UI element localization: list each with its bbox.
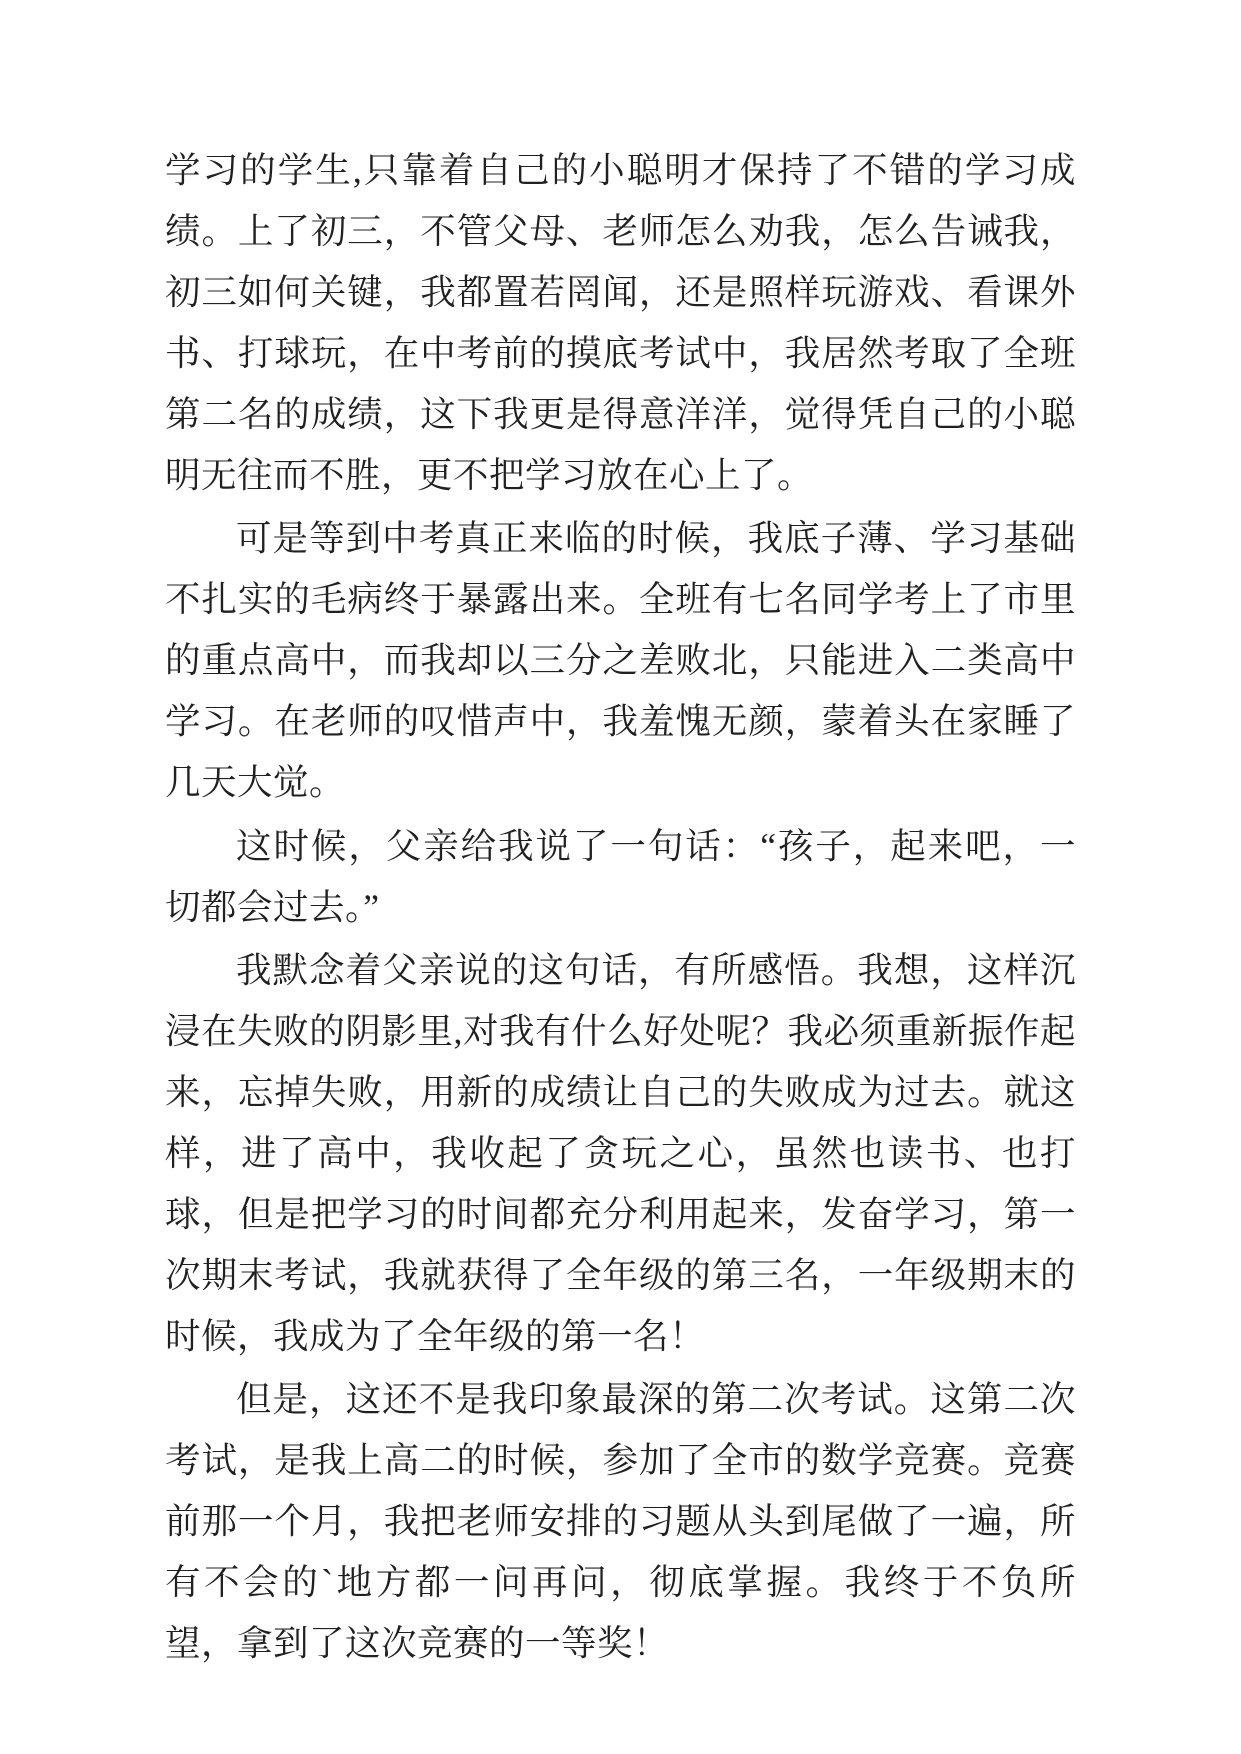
document-body	[165, 140, 1076, 1674]
paragraph: 可是等到中考真正来临的时候，我底子薄、学习基础不扎实的毛病终于暴露出来。全班有七名同学考上了市里的重点高中，而我却以三分之差败北，只能进入二类高中学习。在老师的叹惜声中，我羞愧无颜，蒙着头在家睡了几天大觉。	[165, 518, 1076, 803]
paragraph: 这时候，父亲给我说了一句话：“孩子，起来吧，一切都会过去。”	[165, 825, 1076, 927]
paragraph: 我默念着父亲说的这句话，有所感悟。我想，这样沉浸在失败的阴影里,对我有什么好处呢？我必须重新振作起来，忘掉失败，用新的成绩让自己的失败成为过去。就这样，进了高中，我收起了贪玩之心，虽然也读书、也打球，但是把学习的时间都充分利用起来，发奋学习，第一次期末考试，我就获得了全年级的第三名，一年级期末的时候，我成为了全年级的第一名！	[165, 949, 1076, 1356]
paragraph: 学习的学生,只靠着自己的小聪明才保持了不错的学习成绩。上了初三，不管父母、老师怎么劝我，怎么告诫我，初三如何关键，我都置若罔闻，还是照样玩游戏、看课外书、打球玩，在中考前的摸底考试中，我居然考取了全班第二名的成绩，这下我更是得意洋洋，觉得凭自己的小聪明无往而不胜，更不把学习放在心上了。	[165, 150, 1076, 496]
paragraph: 但是，这还不是我印象最深的第二次考试。这第二次考试，是我上高二的时候，参加了全市的数学竞赛。竞赛前那一个月，我把老师安排的习题从头到尾做了一遍，所有不会的`地方都一问再问，彻底掌握。我终于不负所望，拿到了这次竞赛的一等奖！	[165, 1378, 1076, 1664]
